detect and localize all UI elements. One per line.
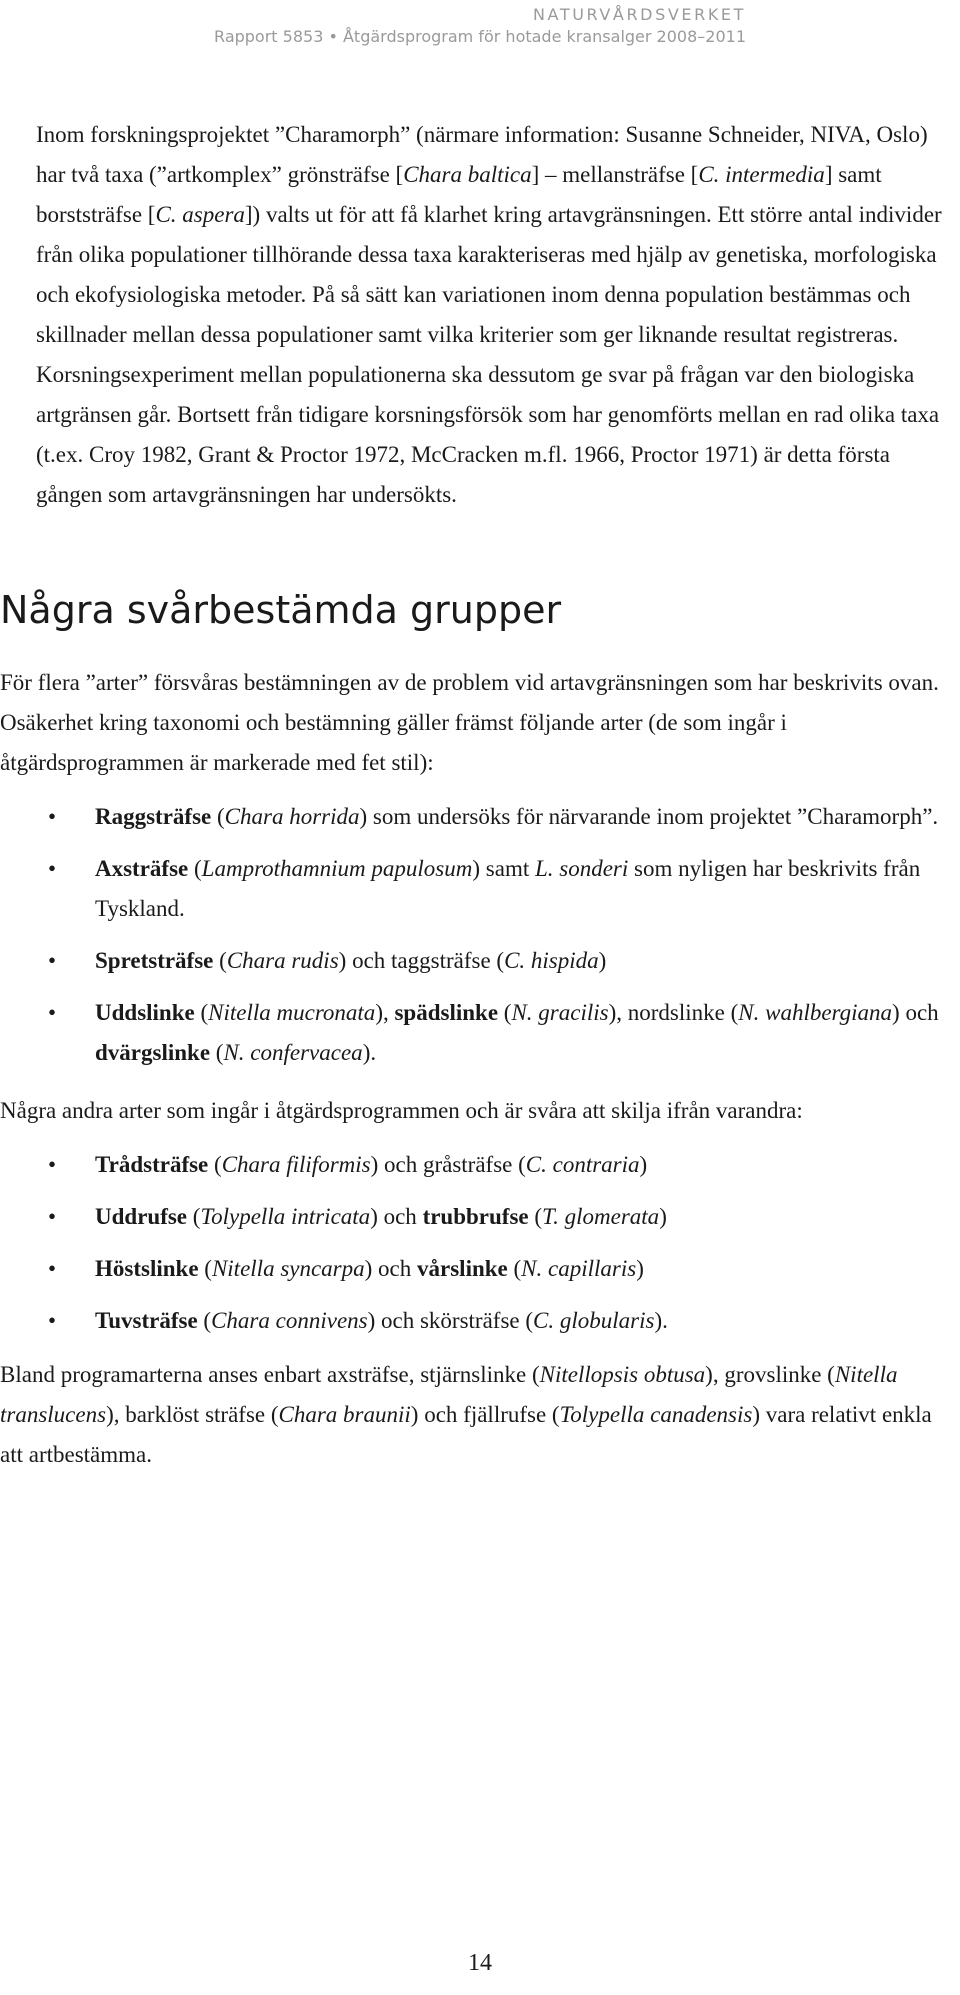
page-number: 14 (468, 1950, 492, 1976)
list-item-text (95, 1308, 668, 1333)
bold-text: spädslinke (394, 1000, 499, 1025)
list2-intro-paragraph: Några andra arter som ingår i åtgärdsprogrammen och är svåra att skilja ifrån varandra: (0, 1098, 803, 1123)
list-item (0, 993, 960, 1073)
text-run: Bland programarterna anses enbart axsträfse, stjärnslinke ( (0, 1362, 540, 1387)
bold-text: Höstslinke (95, 1256, 199, 1281)
running-header (214, 4, 746, 48)
list-item (0, 797, 960, 837)
italic-text: Nitella mucronata (208, 1000, 376, 1025)
text-run: ) vara relativt enkla att artbestämma. (0, 1402, 932, 1467)
bold-text: Trådsträfse (95, 1152, 209, 1177)
italic-text: T. glomerata (542, 1204, 660, 1229)
list-item-text (95, 1256, 644, 1281)
species-list-primary (0, 797, 960, 1073)
list-item (0, 1145, 960, 1185)
list-item (0, 1301, 960, 1341)
intro-paragraph (36, 115, 958, 515)
text-run: ) som undersöks för närvarande inom projektet ”Charamorph”. (359, 804, 939, 829)
list-item-text (95, 856, 920, 921)
italic-text: N. confervacea (223, 1040, 363, 1065)
italic-text: C. aspera (155, 202, 245, 227)
section-intro-paragraph: För flera ”arter” försvåras bestämningen av de problem vid artavgränsningen som har beskrivits ovan. Osäkerhet kring taxonomi och bestämning gäller främst följande arter (de som ingår i åtgärdsprogrammen är markerade med fet stil): (0, 670, 939, 775)
italic-text: N. gracilis (511, 1000, 609, 1025)
bold-text: Spretsträfse (95, 948, 214, 973)
text-run: ) och taggsträfse ( (338, 948, 505, 973)
list-item-text (95, 1000, 939, 1065)
section-heading: Några svårbestämda grupper (0, 588, 562, 632)
italic-text: Nitella translucens (0, 1362, 898, 1427)
text-run: som nyligen har beskrivits från Tyskland. (95, 856, 921, 921)
bullet-icon: • (48, 1308, 57, 1333)
bullet-icon: • (48, 804, 57, 829)
italic-text: C. globularis (533, 1308, 655, 1333)
bold-text: Tuvsträfse (95, 1308, 198, 1333)
text-run: ( (210, 1040, 224, 1065)
text-run: ( (187, 1204, 201, 1229)
italic-text: Nitellopsis obtusa (539, 1362, 706, 1387)
list-item (0, 1249, 960, 1289)
text-run: ), nordslinke ( (608, 1000, 739, 1025)
italic-text: N. capillaris (521, 1256, 637, 1281)
text-run: ). (654, 1308, 668, 1333)
text-run: ( (198, 1256, 212, 1281)
text-run: ) och (364, 1256, 418, 1281)
italic-text: Nitella syncarpa (211, 1256, 365, 1281)
text-run: Inom forskningsprojektet ”Charamorph” (närmare information: Susanne Schneider, NIVA, Oslo) har två taxa (”artkomplex” grönsträfse [ (36, 122, 928, 187)
italic-text: Tolypella canadensis (559, 1402, 753, 1427)
text-run: ), grovslinke ( (705, 1362, 835, 1387)
bold-text: vårslinke (417, 1256, 508, 1281)
text-run: ) och (892, 1000, 939, 1025)
text-run: ) och (370, 1204, 423, 1229)
text-run: ( (528, 1204, 543, 1229)
list-item-text (95, 1204, 667, 1229)
list-item-text (95, 948, 606, 973)
italic-text: Chara braunii (278, 1402, 411, 1427)
text-run: ( (498, 1000, 512, 1025)
text-run: ), barklöst sträfse ( (106, 1402, 279, 1427)
italic-text: N. wahlbergiana (738, 1000, 893, 1025)
text-run: ( (213, 948, 227, 973)
report-title: Rapport 5853 • Åtgärdsprogram för hotade kransalger 2008–2011 (214, 27, 746, 46)
text-run: ) och gråsträfse ( (370, 1152, 526, 1177)
italic-text: Chara rudis (226, 948, 339, 973)
italic-text: C. intermedia (698, 162, 825, 187)
species-list-secondary (0, 1145, 960, 1341)
text-run: ), (375, 1000, 395, 1025)
bullet-icon: • (48, 1152, 57, 1177)
bullet-icon: • (48, 1204, 57, 1229)
text-run: ( (507, 1256, 522, 1281)
bullet-icon: • (48, 1256, 57, 1281)
text-run: ) (598, 948, 607, 973)
text-run: ] samt borststräfse [ (36, 162, 882, 227)
italic-text: Tolypella intricata (200, 1204, 371, 1229)
bold-text: Uddrufse (95, 1204, 188, 1229)
italic-text: Chara horrida (224, 804, 360, 829)
publisher-name: NATURVÅRDSVERKET (532, 5, 746, 24)
text-run: ( (211, 804, 225, 829)
italic-text: C. contraria (525, 1152, 640, 1177)
list-item-text (95, 1152, 647, 1177)
text-run: ( (188, 856, 202, 881)
bold-text: Uddslinke (95, 1000, 195, 1025)
text-run: ) och skörsträfse ( (367, 1308, 534, 1333)
italic-text: Lamprothamnium papulosum (201, 856, 473, 881)
bullet-icon: • (48, 856, 57, 881)
text-run: ) (659, 1204, 667, 1229)
bullet-icon: • (48, 1000, 57, 1025)
page-body (0, 115, 960, 1475)
italic-text: Chara baltica (403, 162, 532, 187)
text-run: ( (194, 1000, 209, 1025)
text-run: ) samt (472, 856, 535, 881)
bold-text: trubbrufse (422, 1204, 529, 1229)
text-run: ] – mellansträfse [ (531, 162, 699, 187)
bold-text: Raggsträfse (95, 804, 212, 829)
italic-text: Chara connivens (211, 1308, 368, 1333)
text-run: ). (362, 1040, 377, 1065)
italic-text: C. hispida (504, 948, 599, 973)
bullet-icon: • (48, 948, 57, 973)
list-item (0, 1197, 960, 1237)
list-item-text (95, 804, 938, 829)
text-run: ]) valts ut för att få klarhet kring artavgränsningen. Ett större antal individer från olika populationer tillhörande dessa taxa karakteriseras med hjälp av genetiska, morfologiska och ekofysiologiska metoder. På så sätt kan variationen inom denna population bestämmas och skillnader mellan dessa populationer samt vilka kriterier som ger liknande resultat registreras. Korsningsexperiment mellan populationerna ska dessutom ge svar på frågan var den biologiska artgränsen går. Bortsett från tidigare korsningsförsök som har genomförts mellan en rad olika taxa (t.ex. Croy 1982, Grant & Proctor 1972, McCracken m.fl. 1966, Proctor 1971) är detta första gången som artavgränsningen har undersökts. (36, 202, 942, 507)
list-item (0, 941, 960, 981)
italic-text: L. sonderi (534, 856, 629, 881)
closing-paragraph (0, 1355, 960, 1475)
bold-text: dvärgslinke (95, 1040, 211, 1065)
bold-text: Axsträfse (95, 856, 189, 881)
list-item (0, 849, 960, 929)
text-run: ( (197, 1308, 212, 1333)
text-run: ) och fjällrufse ( (410, 1402, 560, 1427)
text-run: ( (208, 1152, 222, 1177)
text-run: ) (639, 1152, 648, 1177)
italic-text: Chara filiformis (221, 1152, 371, 1177)
text-run: ) (636, 1256, 644, 1281)
